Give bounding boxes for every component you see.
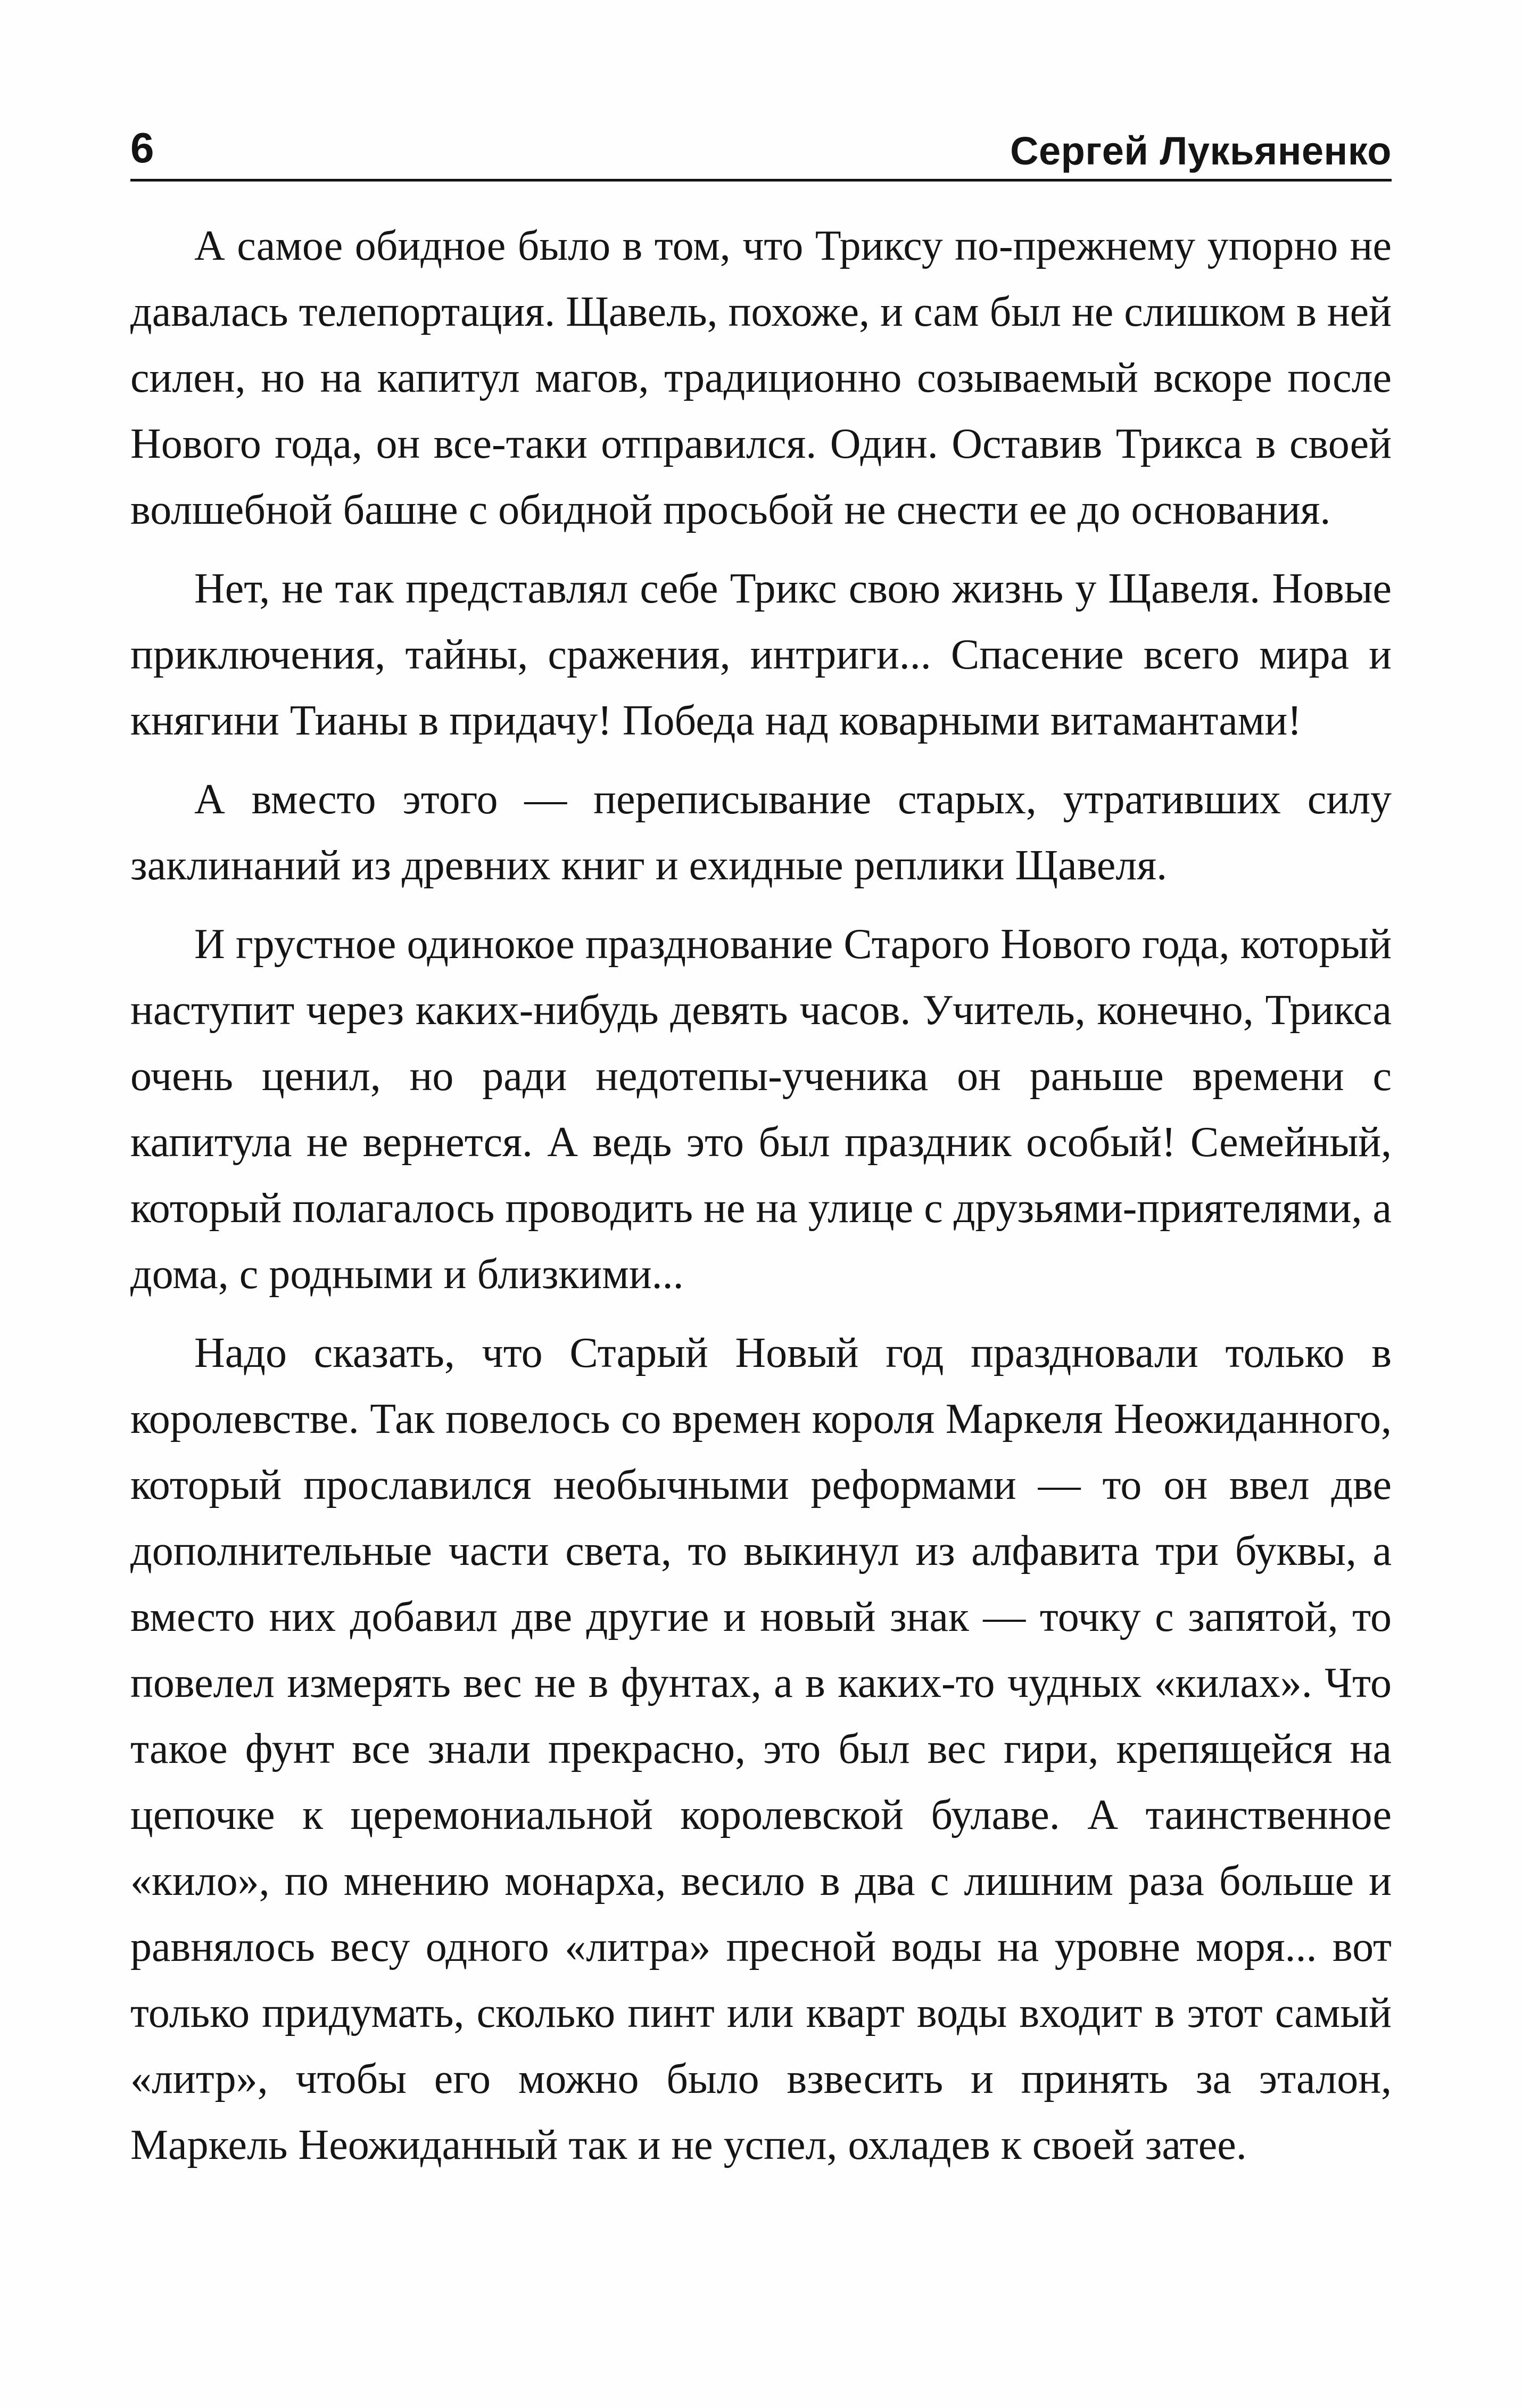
body-text xyxy=(130,213,1392,2191)
paragraph: Надо сказать, что Старый Новый год праздновали только в королевстве. Так повелось со времен короля Маркеля Неожиданного, который прославился необычными реформами — то он ввел две дополнительные части света, то выкинул из алфавита три буквы, а вместо них добавил две другие и новый знак — точку с запятой, то повелел измерять вес не в фунтах, а в каких-то чудных «килах». Что такое фунт все знали прекрасно, это был вес гири, крепящейся на цепочке к церемониальной королевской булаве. А таинственное «кило», по мнению монарха, весило в два с лишним раза больше и равнялось весу одного «литра» пресной воды на уровне моря... вот только придумать, сколько пинт или кварт воды входит в этот самый «литр», чтобы его можно было взвесить и принять за эталон, Маркель Неожиданный так и не успел, охладев к своей затее. xyxy=(130,1330,1392,2168)
paragraph: А вместо этого — переписывание старых, утративших силу заклинаний из древних книг и ехидные реплики Щавеля. xyxy=(130,776,1392,889)
paragraph: А самое обидное было в том, что Триксу по-прежнему упорно не давалась телепортация. Щавель, похоже, и сам был не слишком в ней силен, но на капитул магов, традиционно созываемый вскоре после Нового года, он все-таки отправился. Один. Оставив Трикса в своей волшебной башне с обидной просьбой не снести ее до основания. xyxy=(130,222,1392,533)
paragraph: Нет, не так представлял себе Трикс свою жизнь у Щавеля. Новые приключения, тайны, сражения, интриги... Спасение всего мира и княгини Тианы в придачу! Победа над коварными витамантами! xyxy=(130,565,1392,744)
running-head xyxy=(130,116,1392,182)
author-name: Сергей Лукьяненко xyxy=(1010,129,1392,173)
page-number: 6 xyxy=(130,124,154,171)
paragraph: И грустное одинокое празднование Старого Нового года, который наступит через каких-нибудь девять часов. Учитель, конечно, Трикса очень ценил, но ради недотепы-ученика он раньше времени с капитула не вернется. А ведь это был праздник особый! Семейный, который полагалось проводить не на улице с друзьями-приятелями, а дома, с родными и близкими... xyxy=(130,921,1392,1298)
